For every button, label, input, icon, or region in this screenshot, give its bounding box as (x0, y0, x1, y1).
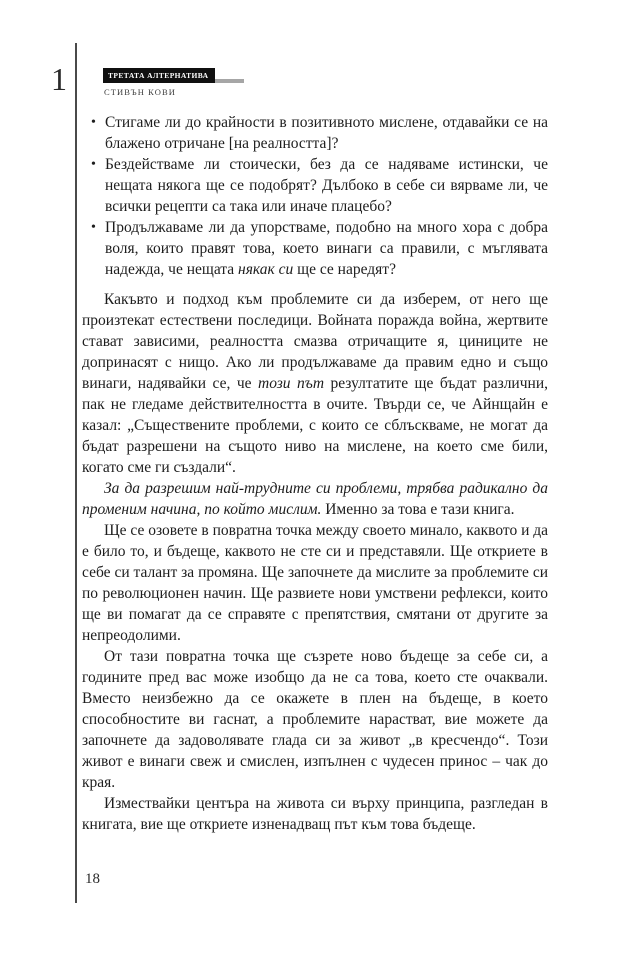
bullet-list (82, 112, 548, 280)
author-name: СТИВЪН КОВИ (104, 87, 176, 97)
bullet-marker-icon: • (91, 115, 96, 130)
bullet-item (82, 217, 548, 280)
page-number: 18 (85, 871, 100, 887)
book-title: ТРЕТАТА АЛТЕРНАТИВА (103, 68, 215, 83)
bullet-marker-icon: • (91, 157, 96, 172)
paragraph (82, 289, 548, 478)
bullet-marker-icon: • (91, 220, 96, 235)
title-underline-bar (215, 79, 244, 83)
page-content (82, 112, 548, 835)
paragraph (82, 793, 548, 835)
text-run: Стигаме ли до крайности в позитивното мислене, отдавайки се на блажено отричане [на реалността]? (105, 114, 548, 152)
text-run: Ще се озовете в повратна точка между своето минало, каквото и да е било то, и бъдеще, каквото не сте си и представяли. Ще откриете в себе си талант за промяна. Ще започнете да мислите за проблемите си по революционен начин. Ще развиете нови умствени рефлекси, които ще ви помагат да се справяте с препятствия, смятани от другите за непреодолими. (82, 522, 549, 644)
bullet-item (82, 154, 548, 217)
margin-rule (75, 43, 77, 903)
text-run: От тази повратна точка ще съзрете ново бъдеще за себе си, а годините пред вас може изобщо да не са това, което сте очаквали. Вместо неизбежно да се окажете в плен на бъдеще, в което способностите ви гаснат, а проблемите нарастват, вие можете да започнете да задоволявате глада си за живот „в кресчендо“. Този живот е винаги свеж и смислен, изпълнен с чудесен принос – чак до края. (82, 648, 548, 791)
paragraph (82, 646, 548, 793)
italic-run: За да разрешим най-трудните си проблеми, трябва радикално да променим начина, по който мислим. (82, 480, 548, 518)
italic-run: някак си (238, 261, 294, 278)
running-header (103, 68, 244, 83)
text-run: Измествайки центъра на живота си върху принципа, разгледан в книгата, вие ще откриете изненадващ път към това бъдеще. (82, 795, 548, 833)
paragraph (82, 478, 548, 520)
italic-run: този път (258, 375, 325, 392)
chapter-number: 1 (51, 61, 67, 97)
text-run: Какъвто и подход към проблемите си да изберем, от него ще произтекат естествени последици. Войната поражда война, жертвите стават зависими, реалността смазва отричащите я, циниците не допринасят с нищо. Ако ли продължаваме да правим едно и също винаги, надявайки се, че (82, 291, 548, 392)
paragraph-block (82, 289, 548, 835)
bullet-item (82, 112, 548, 154)
text-run: резултатите ще бъдат различни, пак не гледаме действителността в очите. Твърди се, че Айнщайн е казал: „Съществените проблеми, с които се сблъскваме, не могат да бъдат разрешени на същото ниво на мислене, на което сме били, когато сме ги създали“. (82, 375, 548, 476)
text-run: Бездействаме ли стоически, без да се надяваме истински, че нещата някога ще се подобрят? Дълбоко в себе си вярваме ли, че всички рецепти са така или иначе плацебо? (105, 156, 548, 215)
paragraph (82, 520, 548, 646)
text-run: Именно за това е тази книга. (321, 501, 515, 518)
text-run: ще се наредят? (293, 261, 396, 278)
text-run: Продължаваме ли да упорстваме, подобно на много хора с добра воля, които правят това, което винаги са правили, с мъглявата надежда, че нещата (105, 219, 548, 278)
